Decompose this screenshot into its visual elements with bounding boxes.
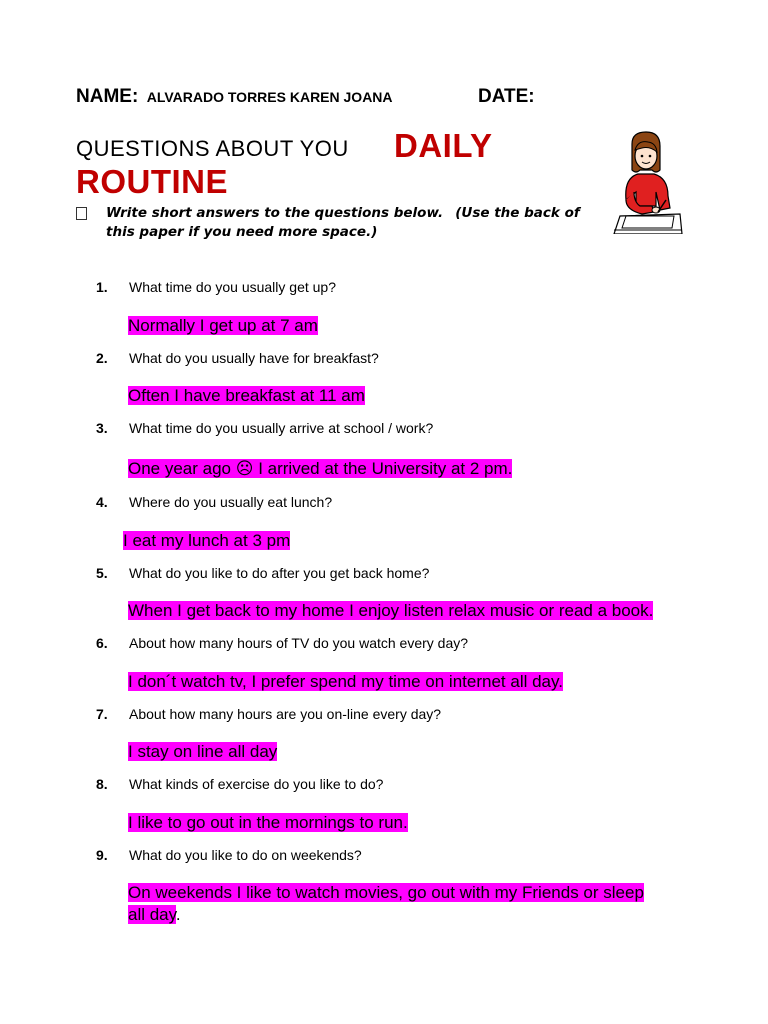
instruction-bullet-icon — [76, 207, 87, 220]
question-text: What kinds of exercise do you like to do? — [129, 776, 384, 792]
answer-text: I like to go out in the mornings to run. — [128, 813, 408, 832]
question-number: 6. — [96, 635, 108, 651]
answer-text: Normally I get up at 7 am — [128, 316, 318, 335]
title-daily: DAILY — [394, 127, 493, 164]
question-number: 8. — [96, 776, 108, 792]
student-writing-icon — [612, 130, 684, 234]
title-routine: ROUTINE — [76, 163, 228, 200]
question-text: What do you like to do on weekends? — [129, 847, 362, 863]
name-line — [76, 86, 393, 108]
question-number: 9. — [96, 847, 108, 863]
answer-text: On weekends I like to watch movies, go out with my Friends or sleep all day. — [128, 883, 644, 924]
question-text: Where do you usually eat lunch? — [129, 494, 333, 510]
instructions — [106, 204, 586, 242]
question-text: What time do you usually get up? — [129, 279, 337, 295]
answer-text: One year ago ☹ I arrived at the University at 2 pm. — [128, 459, 513, 479]
answer-text: I stay on line all day — [128, 742, 278, 761]
instructions-line1b: (Use the back of — [455, 205, 580, 221]
title-questions-about-you: QUESTIONS ABOUT YOU — [76, 136, 349, 161]
question-number: 7. — [96, 706, 108, 722]
answer-text: Often I have breakfast at 11 am — [128, 386, 365, 405]
question-text: About how many hours of TV do you watch every day? — [129, 635, 469, 651]
date-label: DATE: — [478, 86, 535, 107]
question-text: What do you like to do after you get back home? — [129, 565, 430, 581]
answer-text: I eat my lunch at 3 pm — [123, 531, 291, 550]
answer-text: When I get back to my home I enjoy listen relax music or read a book. — [128, 601, 654, 620]
question-number: 5. — [96, 565, 108, 581]
answer-text: I don´t watch tv, I prefer spend my time on internet all day. — [128, 672, 563, 691]
question-text: What do you usually have for breakfast? — [129, 350, 379, 366]
sad-face-icon: ☹ — [235, 459, 254, 479]
instructions-line2: this paper if you need more space.) — [106, 224, 378, 240]
instructions-line1: Write short answers to the questions below. — [106, 205, 444, 221]
question-number: 2. — [96, 350, 108, 366]
question-number: 3. — [96, 420, 108, 436]
question-text: What time do you usually arrive at school / work? — [129, 420, 434, 436]
question-text: About how many hours are you on-line every day? — [129, 706, 442, 722]
name-value: ALVARADO TORRES KAREN JOANA — [146, 89, 393, 105]
question-number: 1. — [96, 279, 108, 295]
question-number: 4. — [96, 494, 108, 510]
name-label: NAME: — [76, 86, 139, 107]
